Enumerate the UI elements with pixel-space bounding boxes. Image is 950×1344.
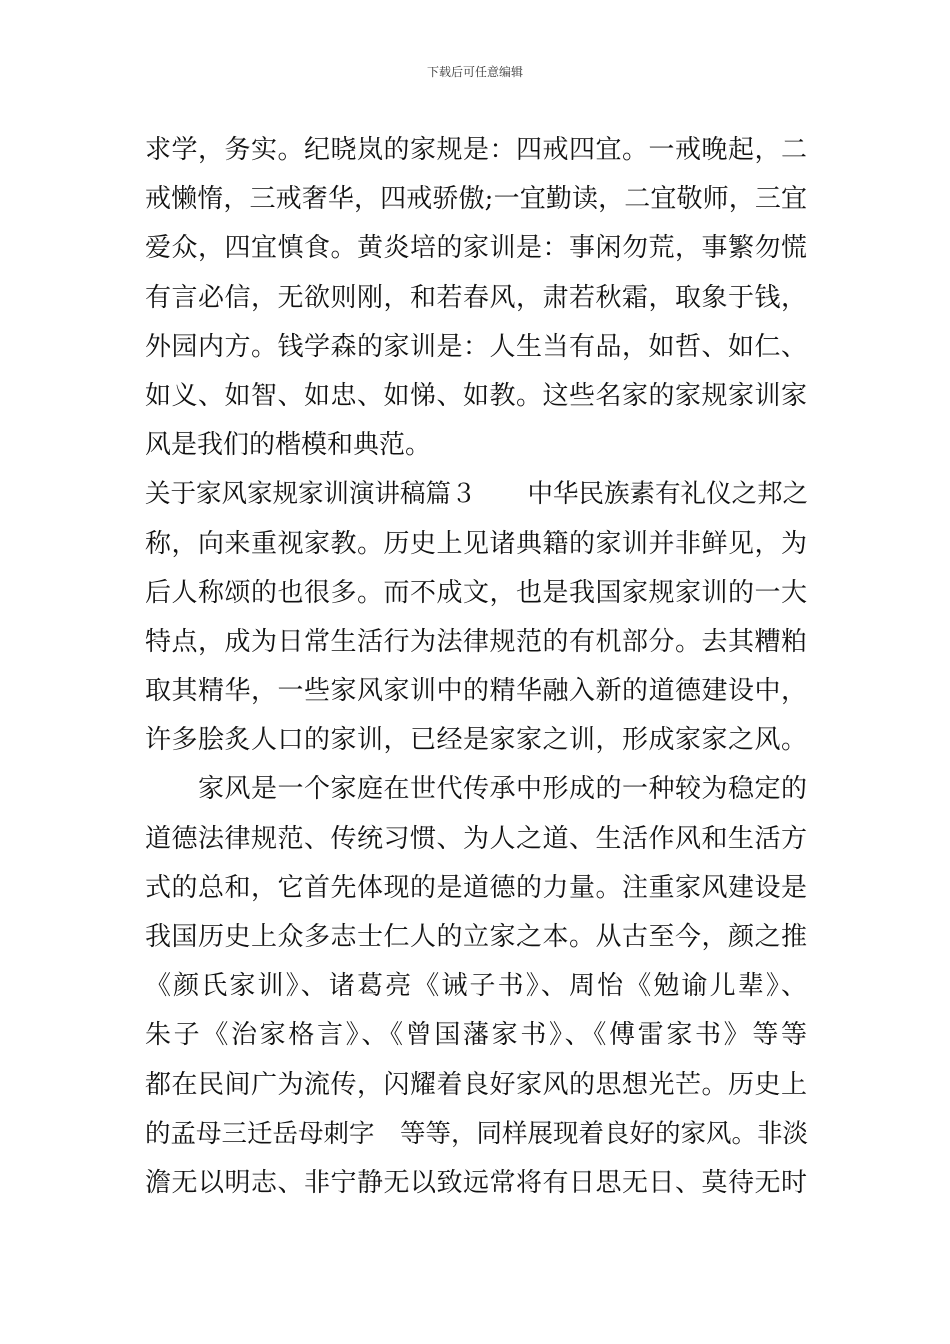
text-line: 都在民间广为流传，闪耀着良好家风的思想光芒。历史上 xyxy=(145,1069,807,1100)
text-line: 家风是一个家庭在世代传承中形成的一种较为稳定的 xyxy=(145,774,807,805)
text-line: 《颜氏家训》、诸葛亮《诫子书》、周怡《勉谕儿辈》、 xyxy=(145,971,807,1002)
text-line: 我国历史上众多志士仁人的立家之本。从古至今，颜之推 xyxy=(145,922,807,952)
text-line: 求学，务实。纪晓岚的家规是：四戒四宜。一戒晚起，二 xyxy=(145,135,807,165)
text-line: 风是我们的楷模和典范。 xyxy=(145,430,432,461)
text-line: 如义、如智、如忠、如悌、如教。这些名家的家规家训家 xyxy=(145,380,807,411)
text-line: 称，向来重视家教。历史上见诸典籍的家训并非鲜见，为 xyxy=(145,528,807,559)
text-line: 后人称颂的也很多。而不成文，也是我国家规家训的一大 xyxy=(145,577,807,608)
text-line: 外园内方。钱学森的家训是：人生当有品，如哲、如仁、 xyxy=(145,331,807,362)
section-heading-line: 关于家风家规家训演讲稿篇３ 中华民族素有礼仪之邦之 xyxy=(145,479,809,510)
text-line: 道德法律规范、传统习惯、为人之道、生活作风和生活方 xyxy=(145,823,807,854)
body-text xyxy=(145,126,807,1208)
text-line: 取其精华，一些家风家训中的精华融入新的道德建设中， xyxy=(145,676,807,707)
text-line: 爱众，四宜慎食。黄炎培的家训是：事闲勿荒，事繁勿慌 xyxy=(145,233,807,264)
page-header: 下载后可任意编辑 xyxy=(426,65,523,79)
text-line: 的孟母三迁岳母刺字 等等，同样展现着良好的家风。非淡 xyxy=(145,1118,809,1149)
text-line: 有言必信，无欲则刚，和若春风，肃若秋霜，取象于钱， xyxy=(145,282,807,313)
text-line: 特点，成为日常生活行为法律规范的有机部分。去其糟粕 xyxy=(145,626,807,657)
text-line: 许多脍炙人口的家训，已经是家家之训，形成家家之风。 xyxy=(145,725,807,756)
text-line: 朱子《治家格言》、《曾国藩家书》、《傅雷家书》等等 xyxy=(145,1020,807,1051)
text-line: 式的总和，它首先体现的是道德的力量。注重家风建设是 xyxy=(145,872,807,903)
text-line: 澹无以明志、非宁静无以致远常将有日思无日、莫待无时 xyxy=(145,1167,807,1198)
text-line: 戒懒惰，三戒奢华，四戒骄傲;一宜勤读，二宜敬师，三宜 xyxy=(145,184,807,215)
